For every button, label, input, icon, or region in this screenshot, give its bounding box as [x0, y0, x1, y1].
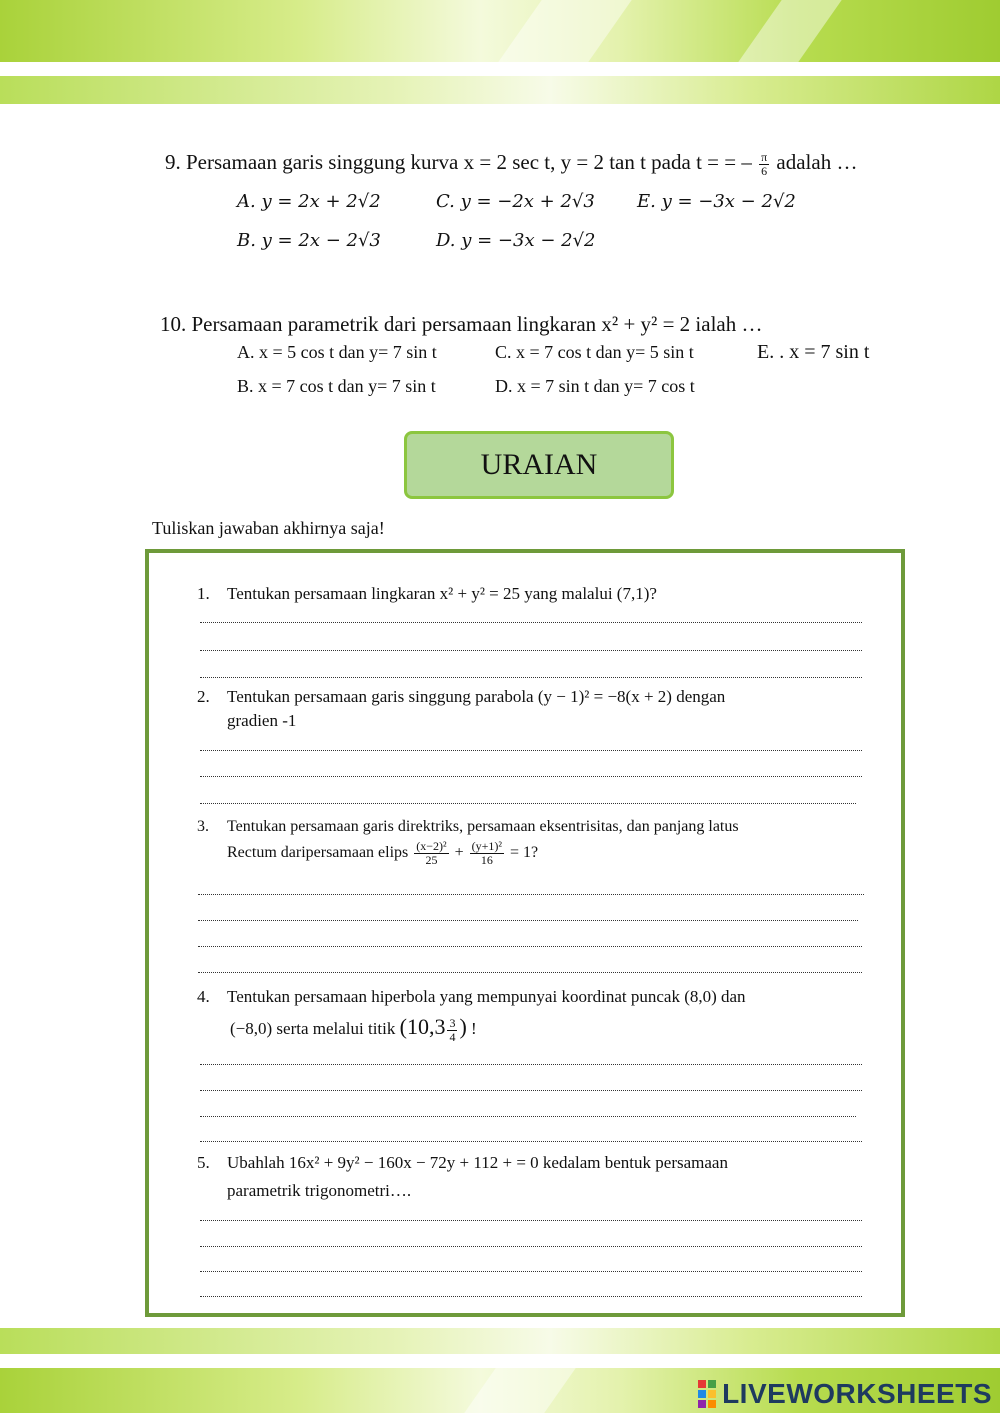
- footer-band-secondary: [0, 1328, 1000, 1354]
- fraction-denominator: 25: [425, 853, 438, 867]
- q9-option-e: E. y = −3x − 2√2: [637, 191, 796, 212]
- fraction-denominator: 6: [761, 163, 768, 178]
- question-text: Tentukan persamaan garis singgung parabola (y − 1)² = −8(x + 2) dengan: [227, 687, 726, 706]
- question-text: = 1?: [510, 844, 539, 862]
- answer-line[interactable]: [200, 766, 862, 777]
- point-coordinate: (10,3: [399, 1014, 446, 1039]
- fraction-numerator: 3: [449, 1015, 456, 1030]
- essay-question-4: [197, 987, 746, 1007]
- answer-line[interactable]: [200, 1131, 862, 1142]
- question-number: 4.: [197, 987, 210, 1006]
- answer-line[interactable]: [198, 910, 858, 921]
- answer-line[interactable]: [200, 1261, 862, 1272]
- answer-line[interactable]: [200, 640, 862, 651]
- essay-question-4-cont: [230, 1014, 477, 1044]
- brand-name: LIVEWORKSHEETS: [722, 1378, 992, 1409]
- essay-frame: [145, 549, 905, 1317]
- essay-question-3-cont: [227, 840, 538, 867]
- answer-line[interactable]: [200, 1286, 862, 1297]
- answer-line[interactable]: [198, 936, 862, 947]
- question-text: (−8,0) serta melalui titik: [230, 1019, 396, 1038]
- answer-line[interactable]: [200, 793, 856, 804]
- answer-line[interactable]: [200, 1210, 862, 1221]
- answer-line[interactable]: [200, 740, 862, 751]
- fraction-x: [414, 840, 448, 867]
- fraction-numerator: (x−2)²: [416, 839, 447, 853]
- essay-question-5-cont: parametrik trigonometri….: [227, 1181, 412, 1200]
- fraction-denominator: 16: [480, 853, 493, 867]
- instruction-text: Tuliskan jawaban akhirnya saja!: [152, 518, 385, 538]
- logo-icon: [698, 1380, 716, 1408]
- q10-option-b: B. x = 7 cos t dan y= 7 sin t: [237, 376, 436, 396]
- question-text: Ubahlah 16x² + 9y² − 160x − 72y + 112 + = 0 kedalam bentuk persamaan: [227, 1153, 728, 1172]
- essay-question-5: [197, 1153, 728, 1173]
- question-number: 5.: [197, 1153, 210, 1172]
- essay-question-2-cont: gradien -1: [227, 711, 297, 730]
- question-number: 2.: [197, 687, 210, 706]
- q10-option-c: C. x = 7 cos t dan y= 5 sin t: [495, 342, 694, 362]
- essay-question-2: [197, 687, 725, 707]
- q9-option-d: D. y = −3x − 2√2: [436, 230, 596, 251]
- answer-line[interactable]: [200, 1106, 856, 1117]
- answer-line[interactable]: [200, 612, 862, 623]
- answer-line[interactable]: [198, 884, 864, 895]
- question-number: 1.: [197, 584, 210, 603]
- essay-question-1: [197, 584, 657, 604]
- answer-line[interactable]: [200, 1054, 862, 1065]
- plus-sign: +: [454, 844, 464, 862]
- essay-question-3: [197, 818, 739, 836]
- q10-option-d: D. x = 7 sin t dan y= 7 cos t: [495, 376, 695, 396]
- answer-line[interactable]: [198, 962, 862, 973]
- fraction-denominator: 4: [449, 1029, 456, 1044]
- answer-line[interactable]: [200, 1080, 862, 1091]
- question-9: [165, 150, 857, 178]
- answer-line[interactable]: [200, 1236, 862, 1247]
- q9-option-a: A. y = 2x + 2√2: [237, 191, 381, 212]
- q9-option-b: B. y = 2x − 2√3: [237, 230, 381, 251]
- question-10: 10. Persamaan parametrik dari persamaan lingkaran x² + y² = 2 ialah …: [160, 312, 763, 336]
- fraction-numerator: π: [761, 149, 768, 164]
- question-text: Tentukan persamaan garis direktriks, persamaan eksentrisitas, dan panjang latus: [227, 818, 739, 835]
- question-text: Tentukan persamaan hiperbola yang mempunyai koordinat puncak (8,0) dan: [227, 987, 746, 1006]
- fraction-mixed: [447, 1017, 457, 1044]
- header-band-secondary: [0, 76, 1000, 104]
- q10-option-a: A. x = 5 cos t dan y= 7 sin t: [237, 342, 437, 362]
- question-text: Rectum daripersamaan elips: [227, 844, 409, 862]
- fraction-y: [470, 840, 504, 867]
- question-9-tail: adalah …: [776, 150, 858, 174]
- q9-option-c: C. y = −2x + 2√3: [436, 191, 595, 212]
- section-title-uraian: URAIAN: [404, 431, 674, 499]
- question-text: Tentukan persamaan lingkaran x² + y² = 25 yang malalui (7,1)?: [227, 584, 657, 603]
- question-number: 3.: [197, 818, 209, 835]
- liveworksheets-logo: [698, 1378, 992, 1410]
- q10-option-e: E. . x = 7 sin t: [757, 341, 870, 363]
- question-9-text: 9. Persamaan garis singgung kurva x = 2 sec t, y = 2 tan t pada t = = –: [165, 150, 752, 174]
- question-text: !: [471, 1019, 477, 1038]
- fraction-numerator: (y+1)²: [471, 839, 503, 853]
- answer-line[interactable]: [200, 667, 862, 678]
- header-band: [0, 0, 1000, 62]
- point-close: ): [459, 1014, 467, 1039]
- question-9-fraction: [759, 151, 769, 178]
